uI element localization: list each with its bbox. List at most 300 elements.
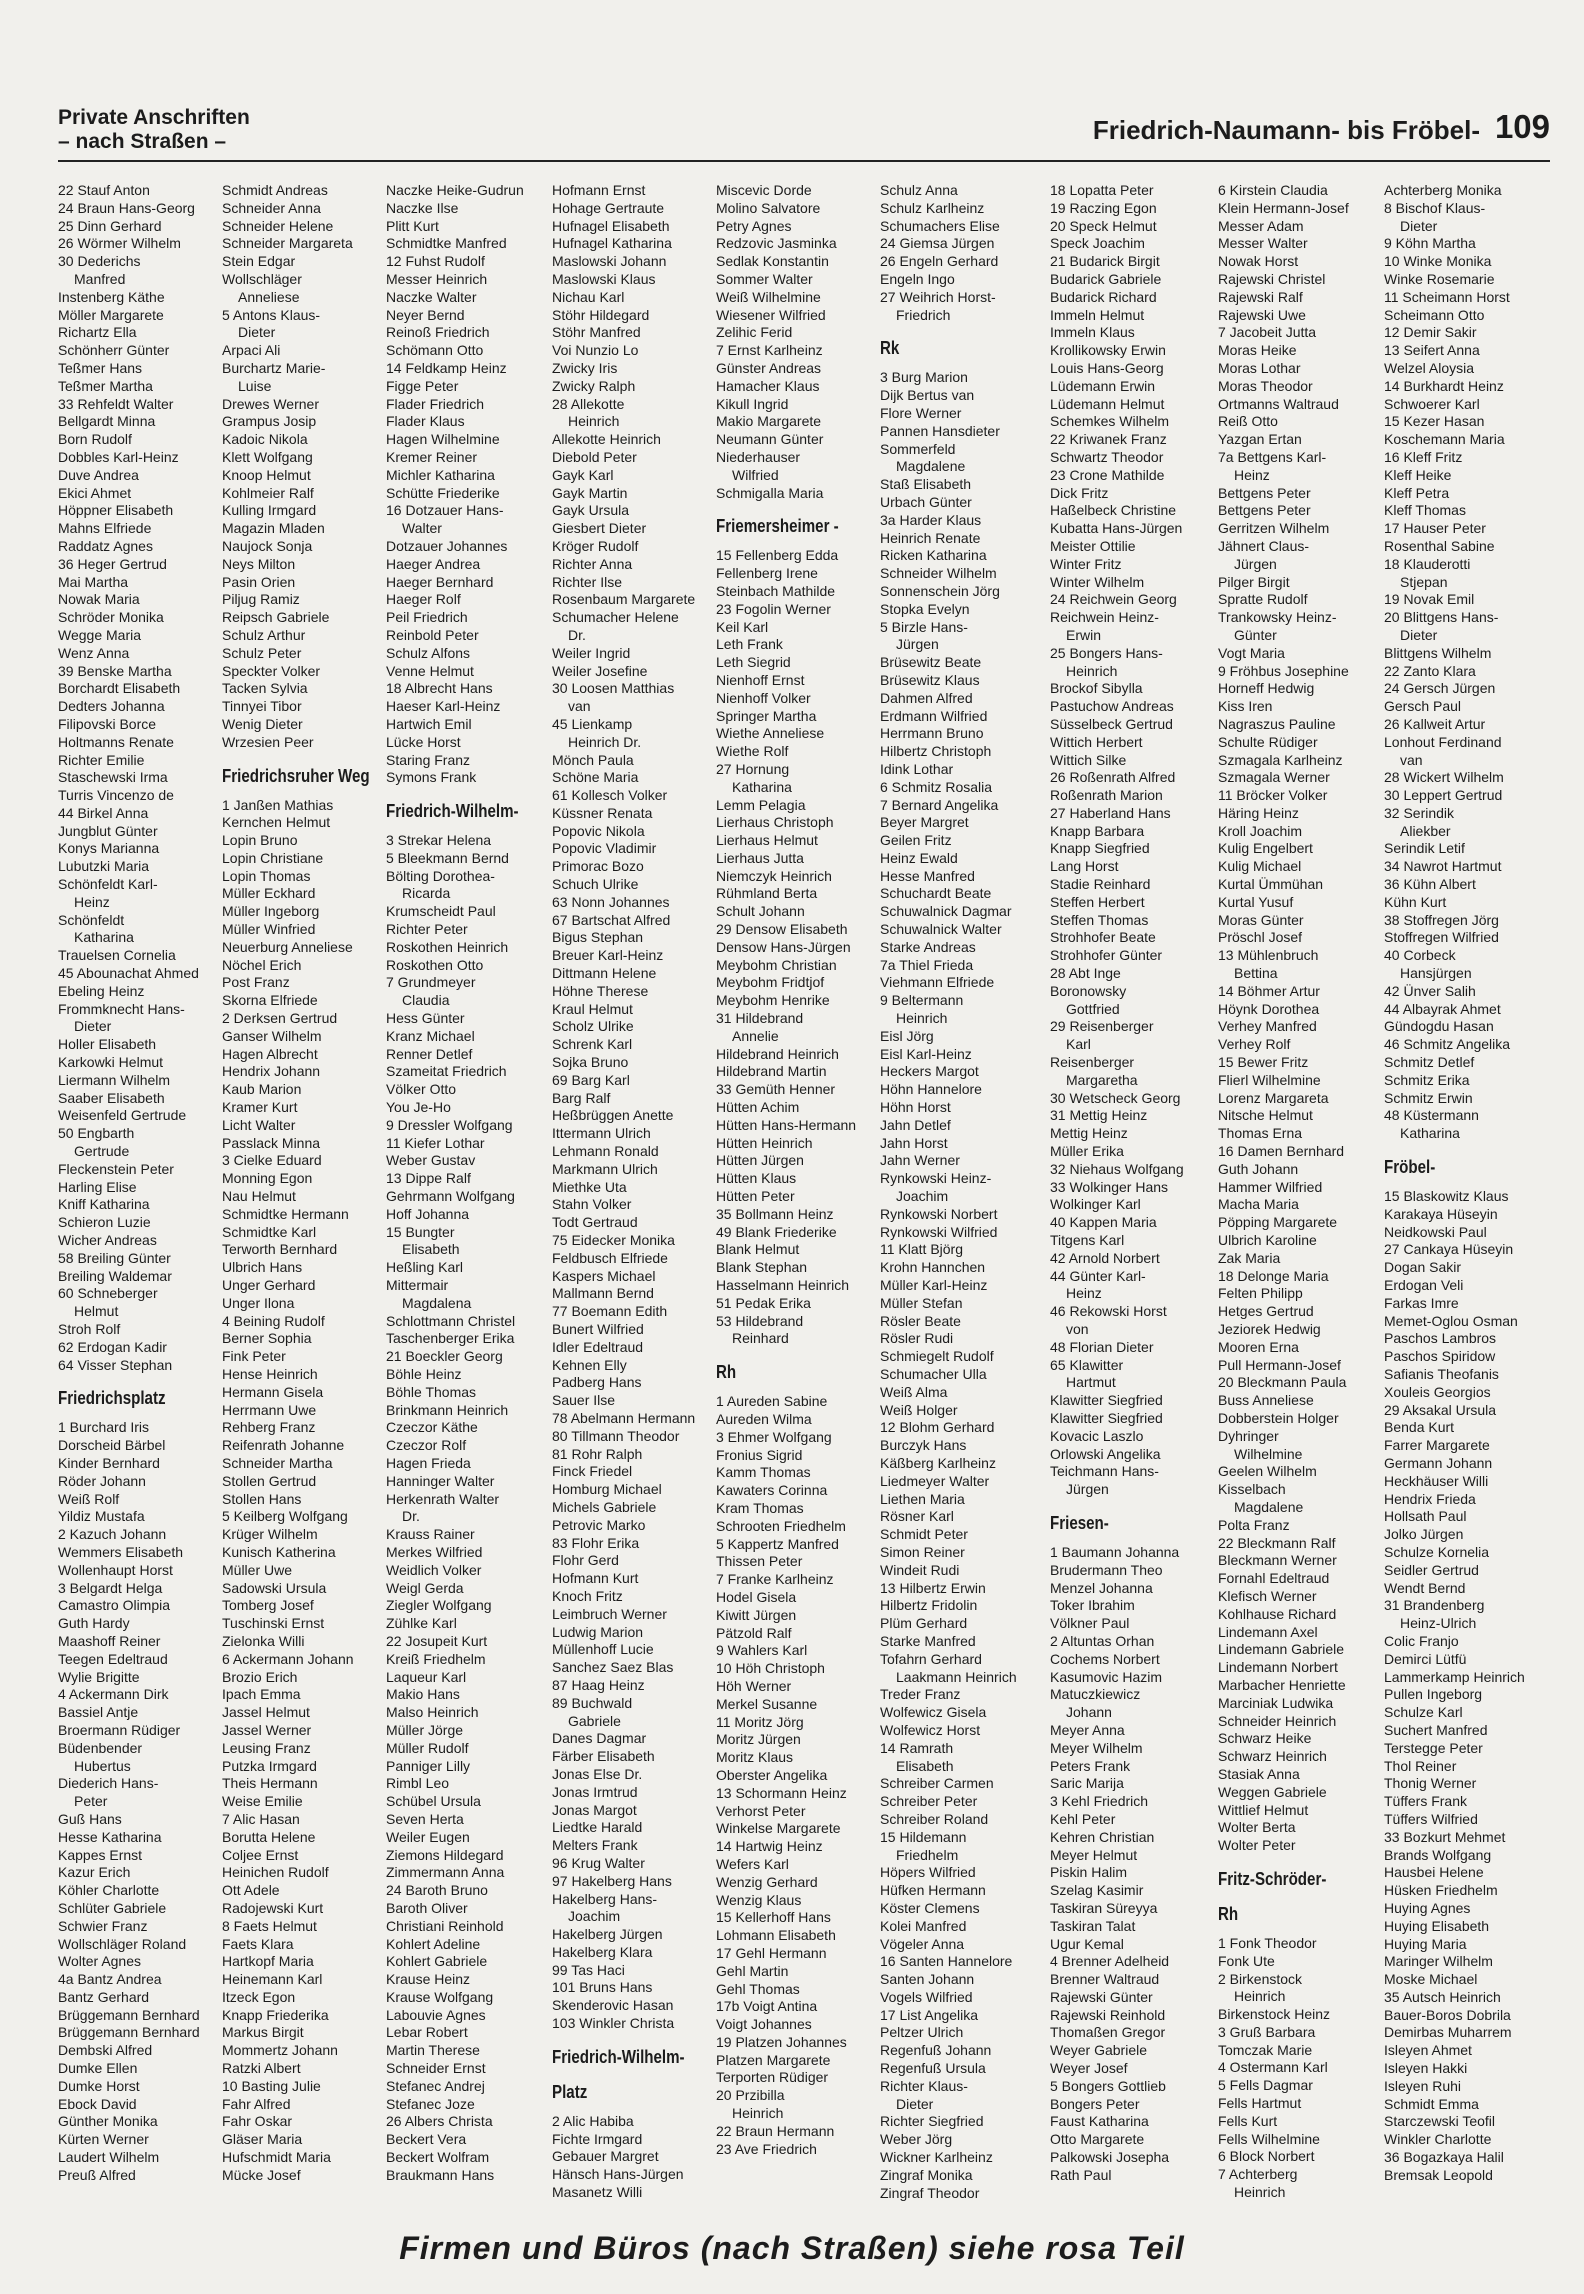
resident-entry: Stroh Rolf <box>58 1321 121 1337</box>
resident-entry: Itzeck Egon <box>222 1988 296 2005</box>
entry-continuation: Ricarda <box>402 885 451 902</box>
resident-entry: Schreiber Carmen <box>880 1775 994 1792</box>
resident-entry: Mönch Paula <box>552 751 634 768</box>
resident-entry: Rajewski Günter <box>1050 1988 1153 2005</box>
resident-entry: Kurtal Yusuf <box>1218 893 1294 910</box>
resident-entry: Hamacher Klaus <box>716 377 820 394</box>
entry-continuation: Heinrich <box>1234 1988 1286 2005</box>
resident-entry: 15 Blaskowitz Klaus <box>1384 1188 1509 1205</box>
resident-entry: Yazgan Ertan <box>1218 431 1302 448</box>
resident-entry: 51 Pedak Erika <box>716 1294 811 1311</box>
resident-entry: Kremer Reiner <box>386 448 478 465</box>
resident-entry: Möller Margarete <box>58 306 164 323</box>
resident-entry: Weber Jörg <box>880 2131 953 2148</box>
resident-entry: Hakelberg Hans- <box>552 1890 658 1907</box>
resident-entry: 23 Ave Friedrich <box>716 2140 817 2157</box>
resident-entry: 36 Bogazkaya Halil <box>1384 2149 1504 2166</box>
resident-entry: Weiß Rolf <box>58 1490 120 1507</box>
resident-entry: Wolter Agnes <box>58 1953 142 1970</box>
resident-entry: Hänsch Hans-Jürgen <box>552 2166 684 2183</box>
resident-entry: 31 Mettig Heinz <box>1050 1107 1148 1124</box>
resident-entry: Höpers Wilfried <box>880 1864 976 1881</box>
resident-entry: Markus Birgit <box>222 2024 304 2041</box>
street-heading: Rk <box>880 338 900 359</box>
resident-entry: Schreiber Peter <box>880 1793 978 1810</box>
resident-entry: Paschos Lambros <box>1384 1330 1497 1347</box>
resident-entry: Neys Milton <box>222 555 296 572</box>
resident-entry: Reinoß Friedrich <box>386 324 490 341</box>
resident-entry: Makio Margarete <box>716 413 822 430</box>
street-heading: Friedrichsruher Weg <box>222 765 370 786</box>
resident-entry: Stasiak Anna <box>1218 1765 1300 1782</box>
resident-entry: Hütten Heinrich <box>716 1134 813 1151</box>
resident-entry: 15 Hildemann <box>880 1828 967 1845</box>
resident-entry: Schulze Karl <box>1384 1704 1463 1721</box>
resident-entry: Tuschinski Ernst <box>222 1615 325 1632</box>
resident-entry: Maslowski Johann <box>552 253 667 270</box>
resident-entry: 50 Engbarth <box>58 1125 135 1142</box>
resident-entry: Holler Elisabeth <box>58 1036 157 1053</box>
resident-entry: Wollschläger <box>222 270 302 287</box>
resident-entry: Xouleis Georgios <box>1384 1383 1491 1400</box>
resident-entry: Lindemann Norbert <box>1218 1659 1338 1676</box>
resident-entry: Martin Therese <box>386 2042 480 2059</box>
resident-entry: Schneider Heinrich <box>1218 1712 1337 1729</box>
resident-entry: Sojka Bruno <box>552 1054 629 1071</box>
resident-entry: 7a Bettgens Karl- <box>1218 448 1327 465</box>
resident-entry: Lang Horst <box>1050 858 1119 875</box>
resident-entry: Weisenfeld Gertrude <box>58 1107 187 1124</box>
resident-entry: Kleff Heike <box>1384 466 1452 483</box>
resident-entry: Lopin Bruno <box>222 832 298 849</box>
resident-entry: Kroll Joachim <box>1218 822 1303 839</box>
resident-entry: Wollenhaupt Horst <box>58 1561 173 1578</box>
resident-entry: Liedmeyer Walter <box>880 1472 990 1489</box>
resident-entry: Orlowski Angelika <box>1050 1445 1161 1462</box>
resident-entry: Eisl Karl-Heinz <box>880 1045 972 1062</box>
resident-entry: 11 Moritz Jörg <box>716 1713 804 1730</box>
resident-entry: Klefisch Werner <box>1218 1587 1317 1604</box>
resident-entry: Herkenrath Walter <box>386 1490 500 1507</box>
resident-entry: 27 Weihrich Horst- <box>880 288 996 305</box>
resident-entry: Bauer-Boros Dobrila <box>1384 2006 1511 2023</box>
resident-entry: Schmidtke Hermann <box>222 1205 349 1222</box>
resident-entry: Thol Reiner <box>1384 1757 1457 1774</box>
resident-entry: 7 Bernard Angelika <box>880 796 999 813</box>
resident-entry: Huying Agnes <box>1384 1899 1471 1916</box>
resident-entry: Schneider Anna <box>222 199 321 216</box>
resident-entry: 18 Lopatta Peter <box>1050 182 1154 198</box>
resident-entry: Küssner Renata <box>552 804 653 821</box>
resident-entry: 10 Höh Christoph <box>716 1660 825 1677</box>
resident-entry: Merkel Susanne <box>716 1695 818 1712</box>
resident-entry: Idink Lothar <box>880 760 954 777</box>
resident-entry: Wrzesien Peer <box>222 733 314 750</box>
resident-entry: Grampus Josip <box>222 413 317 430</box>
resident-entry: Gehl Thomas <box>716 1980 800 1997</box>
entry-continuation: Gottfried <box>1066 1000 1120 1017</box>
resident-entry: Winkelse Margarete <box>716 1820 841 1837</box>
resident-entry: Steffen Thomas <box>1050 911 1149 928</box>
resident-entry: 9 Wahlers Karl <box>716 1642 808 1659</box>
resident-entry: Tüffers Wilfried <box>1384 1810 1478 1827</box>
entry-continuation: Heinrich <box>1234 2184 1286 2201</box>
resident-entry: Popovic Nikola <box>552 822 645 839</box>
resident-entry: 24 Braun Hans-Georg <box>58 199 195 216</box>
resident-entry: Mittermair <box>386 1277 449 1294</box>
resident-entry: Fleckenstein Peter <box>58 1160 174 1177</box>
resident-entry: Dumke Horst <box>58 2077 140 2094</box>
resident-entry: 2 Derksen Gertrud <box>222 1010 338 1027</box>
resident-entry: 30 Wetscheck Georg <box>1050 1089 1181 1106</box>
resident-entry: Moras Lothar <box>1218 359 1301 376</box>
resident-entry: Weigl Gerda <box>386 1579 464 1596</box>
resident-entry: Flader Klaus <box>386 413 465 430</box>
resident-entry: 89 Buchwald <box>552 1694 633 1711</box>
resident-entry: Schneider Wilhelm <box>880 565 997 582</box>
resident-entry: 9 Dressler Wolfgang <box>386 1116 513 1133</box>
resident-entry: Krohn Hannchen <box>880 1259 986 1276</box>
resident-entry: Mallmann Bernd <box>552 1285 654 1302</box>
resident-entry: Knapp Friederika <box>222 2006 329 2023</box>
entry-continuation: Jürgen <box>1066 1481 1109 1498</box>
resident-entry: Hofmann Ernst <box>552 182 646 198</box>
header-rule <box>58 160 1550 162</box>
resident-entry: Klett Wolfgang <box>222 448 313 465</box>
resident-entry: Filipovski Borce <box>58 715 157 732</box>
resident-entry: Hilbertz Christoph <box>880 743 992 760</box>
entry-continuation: Claudia <box>402 992 450 1009</box>
resident-entry: Bassiel Antje <box>58 1704 139 1721</box>
resident-entry: Louis Hans-Georg <box>1050 359 1164 376</box>
resident-entry: Rajewski Ralf <box>1218 288 1303 305</box>
resident-entry: Rynkowski Heinz- <box>880 1170 992 1187</box>
resident-entry: 5 Bongers Gottlieb <box>1050 2077 1166 2094</box>
resident-entry: 5 Antons Klaus- <box>222 306 321 323</box>
resident-entry: Weiß Wilhelmine <box>716 288 821 305</box>
entry-continuation: Katharina <box>1400 1125 1460 1142</box>
entry-continuation: Dieter <box>74 1018 112 1035</box>
resident-entry: Teßmer Martha <box>58 377 153 394</box>
resident-entry: Müller Winfried <box>222 921 316 938</box>
resident-entry: Pannen Hansdieter <box>880 422 1000 439</box>
resident-entry: 8 Bischof Klaus- <box>1384 199 1486 216</box>
resident-entry: Borchardt Elisabeth <box>58 680 181 697</box>
resident-entry: Dorscheid Bärbel <box>58 1437 166 1454</box>
resident-entry: Krauss Rainer <box>386 1526 475 1543</box>
resident-entry: Färber Elisabeth <box>552 1748 655 1765</box>
resident-entry: Isleyen Ahmet <box>1384 2042 1472 2059</box>
resident-entry: Hense Heinrich <box>222 1366 318 1382</box>
resident-entry: Hanninger Walter <box>386 1472 495 1489</box>
resident-entry: Leth Frank <box>716 636 783 653</box>
resident-entry: 3 Ehmer Wolfgang <box>716 1428 832 1445</box>
resident-entry: Venne Helmut <box>386 662 474 679</box>
resident-entry: Wittich Silke <box>1050 751 1127 768</box>
resident-entry: Schieron Luzie <box>58 1214 151 1231</box>
resident-entry: Schult Johann <box>716 903 805 920</box>
resident-entry: Fells Kurt <box>1218 2112 1278 2129</box>
resident-entry: Dick Fritz <box>1050 484 1109 501</box>
resident-entry: 42 Arnold Norbert <box>1050 1249 1160 1266</box>
resident-entry: 4 Brenner Adelheid <box>1050 1953 1170 1970</box>
header-left-subtitle: – nach Straßen – <box>58 130 227 153</box>
resident-entry: Kinder Bernhard <box>58 1454 160 1471</box>
resident-entry: Müller Erika <box>1050 1143 1124 1160</box>
resident-entry: Dijk Bertus van <box>880 387 975 404</box>
resident-entry: 23 Crone Mathilde <box>1050 466 1165 483</box>
resident-entry: Kadoic Nikola <box>222 431 308 448</box>
resident-entry: Isleyen Ruhi <box>1384 2077 1462 2094</box>
resident-entry: Schneider Martha <box>222 1454 333 1471</box>
resident-entry: 9 Beltermann <box>880 992 964 1009</box>
resident-entry: Boronowsky <box>1050 982 1127 999</box>
resident-entry: 87 Haag Heinz <box>552 1676 645 1693</box>
resident-entry: 14 Feldkamp Heinz <box>386 359 507 376</box>
directory-column-9 <box>1384 182 1544 2212</box>
resident-entry: Hagen Wilhelmine <box>386 431 500 448</box>
resident-entry: Fornahl Edeltraud <box>1218 1570 1330 1587</box>
resident-entry: Richter Klaus- <box>880 2077 968 2094</box>
resident-entry: Labouvie Agnes <box>386 2006 486 2023</box>
resident-entry: Schwier Franz <box>58 1917 148 1934</box>
resident-entry: Trauelsen Cornelia <box>58 947 176 964</box>
resident-entry: 32 Serindik <box>1384 804 1455 821</box>
resident-entry: Zak Maria <box>1218 1249 1281 1266</box>
resident-entry: Starke Andreas <box>880 938 976 955</box>
resident-entry: Suchert Manfred <box>1384 1721 1488 1738</box>
entry-continuation: Manfred <box>74 270 126 287</box>
resident-entry: Bantz Gerhard <box>58 1988 150 2005</box>
resident-entry: Lammerkamp Heinrich <box>1384 1668 1525 1685</box>
resident-entry: Weiß Alma <box>880 1383 948 1400</box>
entry-continuation: Heinz <box>1066 1285 1102 1302</box>
directory-column-8 <box>1218 182 1378 2212</box>
entry-continuation: Jürgen <box>1234 555 1277 572</box>
resident-entry: Verhorst Peter <box>716 1802 806 1819</box>
resident-entry: Geilen Fritz <box>880 832 952 849</box>
resident-entry: Dembski Alfred <box>58 2042 153 2059</box>
resident-entry: 6 Block Norbert <box>1218 2148 1315 2165</box>
directory-column-3 <box>386 182 546 2212</box>
street-heading: Platz <box>552 2081 588 2102</box>
resident-entry: Jungblut Günter <box>58 822 158 839</box>
resident-entry: 53 Hildebrand <box>716 1312 804 1329</box>
resident-entry: 17 Gehl Hermann <box>716 1944 827 1961</box>
resident-entry: Farkas Imre <box>1384 1294 1459 1311</box>
resident-entry: 96 Krug Walter <box>552 1854 645 1871</box>
page-header <box>58 100 1550 162</box>
resident-entry: Lierhaus Christoph <box>716 814 834 831</box>
resident-entry: Bettgens Peter <box>1218 484 1311 501</box>
resident-entry: Demirci Lütfü <box>1384 1650 1467 1667</box>
resident-entry: Bettgens Peter <box>1218 502 1311 519</box>
resident-entry: Strohhofer Günter <box>1050 947 1163 964</box>
resident-entry: 46 Schmitz Angelika <box>1384 1036 1511 1053</box>
resident-entry: Makio Hans <box>386 1686 460 1703</box>
resident-entry: Moras Theodor <box>1218 377 1313 394</box>
resident-entry: Kulig Engelbert <box>1218 840 1313 857</box>
resident-entry: Pilger Birgit <box>1218 573 1290 590</box>
resident-entry: 14 Ramrath <box>880 1739 954 1756</box>
resident-entry: Immeln Klaus <box>1050 324 1135 341</box>
resident-entry: Kürten Werner <box>58 2131 149 2148</box>
resident-entry: Dobberstein Holger <box>1218 1409 1339 1426</box>
entry-continuation: Gabriele <box>568 1712 621 1729</box>
resident-entry: Terworth Bernhard <box>222 1241 338 1258</box>
resident-entry: Hausbei Helene <box>1384 1864 1484 1881</box>
resident-entry: 9 Köhn Martha <box>1384 235 1476 252</box>
resident-entry: Harling Elise <box>58 1178 137 1195</box>
resident-entry: Müller Stefan <box>880 1294 963 1311</box>
resident-entry: Schneider Margareta <box>222 235 353 252</box>
resident-entry: Scheimann Otto <box>1384 306 1485 323</box>
entry-continuation: Heinz <box>74 893 110 910</box>
resident-entry: Brüggemann Bernhard <box>58 2006 200 2023</box>
resident-entry: Kolei Manfred <box>880 1917 967 1934</box>
footer-note: Firmen und Büros (nach Straßen) siehe rosa Teil <box>399 2230 1185 2266</box>
resident-entry: Farrer Margarete <box>1384 1437 1490 1454</box>
resident-entry: Schmidtke Manfred <box>386 235 507 252</box>
resident-entry: 4a Bantz Andrea <box>58 1971 162 1988</box>
resident-entry: 11 Klatt Björg <box>880 1241 964 1258</box>
resident-entry: Tacken Sylvia <box>222 680 308 697</box>
resident-entry: Jonas Irmtrud <box>552 1783 638 1800</box>
entry-continuation: Luise <box>238 377 272 394</box>
resident-entry: Todt Gertraud <box>552 1214 638 1231</box>
resident-entry: Liedtke Harald <box>552 1819 643 1836</box>
resident-entry: 13 Hilbertz Erwin <box>880 1579 986 1596</box>
resident-entry: 1 Janßen Mathias <box>222 796 334 813</box>
resident-entry: 7a Thiel Frieda <box>880 956 974 973</box>
resident-entry: Kubatta Hans-Jürgen <box>1050 520 1183 537</box>
resident-entry: Marbacher Henriette <box>1218 1676 1346 1693</box>
resident-entry: Lorenz Margareta <box>1218 1089 1329 1106</box>
resident-entry: Guth Hardy <box>58 1615 130 1632</box>
resident-entry: Plitt Kurt <box>386 217 439 234</box>
resident-entry: Heinrich Renate <box>880 529 981 546</box>
resident-entry: Bleckmann Werner <box>1218 1552 1337 1569</box>
resident-entry: Gebauer Margret <box>552 2148 659 2165</box>
resident-entry: Schmitz Detlef <box>1384 1054 1475 1071</box>
resident-entry: Rosenbaum Margarete <box>552 591 696 608</box>
resident-entry: 5 Fells Dagmar <box>1218 2077 1313 2094</box>
resident-entry: Völker Otto <box>386 1081 457 1098</box>
resident-entry: 15 Kezer Hasan <box>1384 413 1485 430</box>
resident-entry: Gayk Martin <box>552 484 628 501</box>
street-heading: Friesen- <box>1050 1512 1109 1533</box>
resident-entry: Weggen Gabriele <box>1218 1783 1327 1800</box>
resident-entry: Hetges Gertrud <box>1218 1303 1314 1320</box>
resident-entry: Brüsewitz Beate <box>880 654 982 671</box>
resident-entry: Engeln Ingo <box>880 270 955 287</box>
resident-entry: Duve Andrea <box>58 466 139 483</box>
resident-entry: Teichmann Hans- <box>1050 1463 1159 1480</box>
resident-entry: Voi Nunzio Lo <box>552 342 639 359</box>
resident-entry: Müllenhoff Lucie <box>552 1641 654 1658</box>
entry-continuation: Dieter <box>1400 217 1438 234</box>
entry-continuation: Peter <box>74 1793 108 1810</box>
resident-entry: Hartkopf Maria <box>222 1953 314 1970</box>
resident-entry: Reinbold Peter <box>386 626 479 643</box>
resident-entry: 40 Corbeck <box>1384 947 1456 964</box>
resident-entry: 23 Fogolin Werner <box>716 600 831 617</box>
resident-entry: Dyhringer <box>1218 1427 1279 1444</box>
resident-entry: 14 Böhmer Artur <box>1218 982 1320 999</box>
resident-entry: 3 Gruß Barbara <box>1218 2023 1316 2040</box>
resident-entry: 5 Keilberg Wolfgang <box>222 1508 348 1525</box>
resident-entry: Birkenstock Heinz <box>1218 2006 1331 2023</box>
resident-entry: Lücke Horst <box>386 733 461 750</box>
entry-continuation: Heinz <box>1234 466 1270 483</box>
resident-entry: Budarick Gabriele <box>1050 270 1162 287</box>
resident-entry: Achterberg Monika <box>1384 182 1502 198</box>
resident-entry: Instenberg Käthe <box>58 288 165 305</box>
resident-entry: 29 Densow Elisabeth <box>716 921 848 938</box>
resident-entry: 58 Breiling Günter <box>58 1249 171 1266</box>
resident-entry: 15 Bungter <box>386 1223 455 1240</box>
resident-entry: Fronius Sigrid <box>716 1446 803 1463</box>
resident-entry: Niemczyk Heinrich <box>716 867 832 884</box>
resident-entry: Wolfewicz Gisela <box>880 1704 987 1721</box>
resident-entry: Lonhout Ferdinand <box>1384 733 1502 750</box>
resident-entry: Wenig Dieter <box>222 715 303 732</box>
resident-entry: Sonnenschein Jörg <box>880 582 1000 599</box>
resident-entry: Roskothen Heinrich <box>386 938 509 955</box>
resident-entry: Gayk Karl <box>552 466 614 483</box>
resident-entry: Kiwitt Jürgen <box>716 1606 797 1623</box>
resident-entry: Gehl Martin <box>716 1962 789 1979</box>
resident-entry: Skorna Elfriede <box>222 992 318 1009</box>
resident-entry: Wylie Brigitte <box>58 1668 140 1685</box>
entry-continuation: Anneliese <box>238 288 300 305</box>
resident-entry: 83 Flohr Erika <box>552 1534 640 1551</box>
resident-entry: Nagraszus Pauline <box>1218 715 1336 732</box>
resident-entry: 45 Abounachat Ahmed <box>58 965 199 982</box>
resident-entry: Müller Rudolf <box>386 1739 469 1756</box>
resident-entry: Kleff Petra <box>1384 484 1450 501</box>
resident-entry: Taskiran Süreyya <box>1050 1899 1158 1916</box>
resident-entry: Serindik Letif <box>1384 840 1465 857</box>
resident-entry: Renner Detlef <box>386 1045 473 1062</box>
resident-entry: Hütten Klaus <box>716 1170 797 1187</box>
resident-entry: Teßmer Hans <box>58 359 143 376</box>
resident-entry: Heßling Karl <box>386 1259 464 1276</box>
resident-entry: Rath Paul <box>1050 2166 1112 2183</box>
resident-entry: 6 Ackermann Johann <box>222 1650 354 1667</box>
resident-entry: Miethke Uta <box>552 1178 627 1195</box>
resident-entry: 32 Niehaus Wolfgang <box>1050 1160 1184 1177</box>
resident-entry: Müller Ingeborg <box>222 903 320 920</box>
resident-entry: 6 Schmitz Rosalia <box>880 778 993 795</box>
resident-entry: Wenzig Klaus <box>716 1891 802 1908</box>
resident-entry: Passlack Minna <box>222 1134 321 1151</box>
resident-entry: Peters Frank <box>1050 1757 1131 1774</box>
resident-entry: Drewes Werner <box>222 395 319 412</box>
resident-entry: Unger Ilona <box>222 1294 295 1311</box>
resident-entry: Schmidt Peter <box>880 1526 968 1543</box>
resident-entry: Wenzig Gerhard <box>716 1873 818 1890</box>
resident-entry: 39 Benske Martha <box>58 662 172 679</box>
resident-entry: 62 Erdogan Kadir <box>58 1338 167 1355</box>
resident-entry: Hütten Jürgen <box>716 1152 804 1169</box>
resident-entry: Heinz Ewald <box>880 849 958 866</box>
resident-entry: Nowak Maria <box>58 591 140 608</box>
resident-entry: Putzka Irmgard <box>222 1757 317 1774</box>
resident-entry: Wemmers Elisabeth <box>58 1543 184 1560</box>
resident-entry: Neyer Bernd <box>386 306 465 323</box>
resident-entry: Tüffers Frank <box>1384 1793 1467 1810</box>
